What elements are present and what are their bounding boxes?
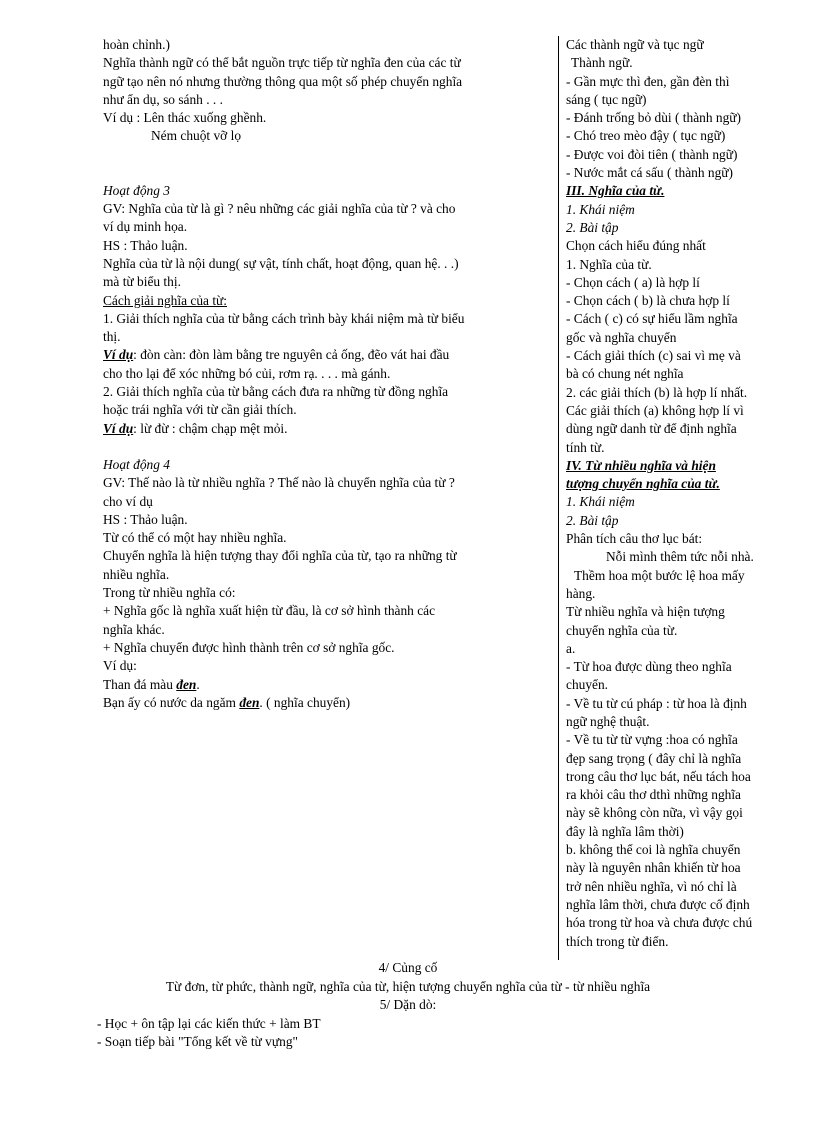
- text-line: 2. các giải thích (b) là hợp lí nhất.: [566, 384, 748, 400]
- text-line: chuyển.: [566, 677, 609, 693]
- text-line: 1. Giải thích nghĩa của từ bằng cách trình bày khái niệm mà từ biểu: [103, 310, 465, 326]
- highlight-word: đen: [239, 694, 260, 710]
- subheading: 1. Khái niệm: [566, 494, 635, 510]
- text-line: - Được voi đòi tiên ( thành ngữ): [566, 146, 738, 162]
- text-line: này sẽ không còn nữa, vì vậy gọi: [566, 805, 743, 821]
- right-column: [566, 36, 798, 951]
- text-line: trở nên nhiều nghĩa, vì nó chỉ là: [566, 878, 737, 894]
- text-line: chuyển nghĩa của từ.: [566, 622, 678, 638]
- consolidation-title: 4/ Củng cố: [378, 960, 438, 975]
- text-line: Nghĩa thành ngữ có thể bắt nguồn trực tiếp từ nghĩa đen của các từ: [103, 55, 461, 71]
- activity-4-heading: Hoạt động 4: [103, 456, 170, 472]
- text-line: GV: Nghĩa của từ là gì ? nêu những các giải nghĩa của từ ? và cho: [103, 201, 456, 217]
- text-line: Các giải thích (a) không hợp lí vì: [566, 402, 744, 418]
- text-line: ngữ tạo nên nó nhưng thường thông qua một số phép chuyển nghĩa: [103, 73, 463, 89]
- text-line: sáng ( tục ngữ): [566, 91, 647, 107]
- instruction-line: - Soạn tiếp bài "Tổng kết về từ vựng": [97, 1034, 298, 1049]
- text-line: ra khỏi câu thơ dthì những nghĩa: [566, 787, 741, 803]
- text-line: hàng.: [566, 585, 596, 601]
- text-line: Ném chuột vỡ lọ: [151, 128, 242, 144]
- text-line: bà có chung nét nghĩa: [566, 366, 684, 382]
- spacer: [103, 438, 551, 456]
- text-line: Trong từ nhiều nghĩa có:: [103, 585, 236, 601]
- text-line: trong câu thơ lục bát, nếu tách hoa: [566, 768, 751, 784]
- method-heading: Cách giải nghĩa của từ:: [103, 292, 228, 308]
- column-divider: [558, 36, 559, 960]
- text-line: mà từ biểu thị.: [103, 274, 181, 290]
- text-line: Ví dụ : Lên thác xuống ghềnh.: [103, 110, 267, 126]
- instructions-title: 5/ Dặn dò:: [379, 997, 437, 1012]
- text-line: - Gần mực thì đen, gần đèn thì: [566, 73, 730, 89]
- example-text: Bạn ấy có nước da ngăm: [103, 694, 240, 710]
- text-line: Ví dụ:: [103, 658, 137, 674]
- text-line: - Về tu từ từ vựng :hoa có nghĩa: [566, 732, 738, 748]
- left-column: [103, 36, 551, 712]
- text-line: Nghĩa của từ là nội dung( sự vật, tính chất, hoạt động, quan hệ. . .): [103, 255, 459, 271]
- example-text: .: [196, 676, 200, 692]
- example-text: : đòn càn: đòn làm bằng tre nguyên cả ống, đẽo vát hai đầu: [133, 347, 450, 363]
- text-line: thích trong từ điển.: [566, 933, 669, 949]
- example-line: [103, 420, 551, 438]
- text-line: gốc và nghĩa chuyển: [566, 329, 677, 345]
- text-line: - Chó treo mèo đậy ( tục ngữ): [566, 128, 726, 144]
- text-line: dùng ngữ danh từ để định nghĩa: [566, 421, 737, 437]
- text-line: Các thành ngữ và tục ngữ: [566, 37, 704, 52]
- text-line: hoặc trái nghĩa với từ cần giải thích.: [103, 402, 297, 418]
- example-line: [103, 676, 551, 694]
- text-line: hoàn chỉnh.): [103, 37, 170, 52]
- section-4-title-cont: tượng chuyển nghĩa của từ.: [566, 476, 720, 492]
- example-line: [103, 346, 551, 364]
- text-line: Thành ngữ.: [571, 55, 633, 71]
- example-text: . ( nghĩa chuyển): [259, 694, 351, 710]
- example-label: Ví dụ: [103, 420, 134, 436]
- text-line: + Nghĩa chuyển được hình thành trên cơ sở nghĩa gốc.: [103, 639, 395, 655]
- activity-3-heading: Hoạt động 3: [103, 182, 170, 198]
- text-line: đẹp sang trọng ( đây chỉ là nghĩa: [566, 750, 742, 766]
- text-line: - Cách ( c) có sự hiểu lầm nghĩa: [566, 311, 738, 327]
- text-line: Chọn cách hiểu đúng nhất: [566, 238, 706, 254]
- text-line: như ẩn dụ, so sánh . . .: [103, 91, 223, 107]
- text-line: hóa trong từ hoa và chưa được chú: [566, 915, 753, 931]
- text-line: thị.: [103, 329, 121, 345]
- text-line: nghĩa lâm thời, chưa được cố định: [566, 896, 750, 912]
- example-label: Ví dụ: [103, 347, 134, 363]
- text-line: a.: [566, 640, 576, 656]
- text-line: b. không thể coi là nghĩa chuyển: [566, 842, 741, 858]
- text-line: Từ có thể có một hay nhiều nghĩa.: [103, 530, 287, 546]
- text-line: này là nguyên nhân khiến từ hoa: [566, 860, 741, 876]
- instruction-line: - Học + ôn tập lại các kiến thức + làm BT: [97, 1016, 321, 1031]
- text-line: 1. Nghĩa của từ.: [566, 256, 652, 272]
- text-line: tính từ.: [566, 439, 605, 455]
- text-line: HS : Thảo luận.: [103, 511, 188, 527]
- text-line: - Về tu từ cú pháp : từ hoa là định: [566, 695, 747, 711]
- text-line: đây là nghĩa lâm thời): [566, 823, 684, 839]
- text-line: cho ví dụ: [103, 493, 153, 509]
- consolidation-text: Từ đơn, từ phức, thành ngữ, nghĩa của từ, hiện tượng chuyển nghĩa của từ - từ nhiều nghĩa: [165, 979, 651, 994]
- text-line: - Đánh trống bỏ dùi ( thành ngữ): [566, 110, 741, 126]
- subheading: 1. Khái niệm: [566, 201, 635, 217]
- text-line: cho tho lại để xóc những bó củi, rơm rạ. . . . mà gánh.: [103, 365, 391, 381]
- text-line: - Chọn cách ( a) là hợp lí: [566, 274, 700, 290]
- text-line: - Cách giải thích (c) sai vì mẹ và: [566, 348, 741, 364]
- section-4-title: IV. Từ nhiều nghĩa và hiện: [566, 457, 716, 473]
- text-line: ngữ nghệ thuật.: [566, 713, 650, 729]
- poem-line: Thềm hoa một bước lệ hoa mấy: [574, 567, 745, 583]
- example-line: [103, 694, 551, 712]
- highlight-word: đen: [176, 676, 197, 692]
- text-line: HS : Thảo luận.: [103, 237, 188, 253]
- text-line: + Nghĩa gốc là nghĩa xuất hiện từ đầu, là cơ sở hình thành các: [103, 603, 436, 619]
- text-line: 2. Giải thích nghĩa của từ bằng cách đưa ra những từ đồng nghĩa: [103, 384, 449, 400]
- text-line: - Chọn cách ( b) là chưa hợp lí: [566, 293, 730, 309]
- subheading: 2. Bài tập: [566, 512, 619, 528]
- example-text: : lừ đừ : chậm chạp mệt mỏi.: [133, 420, 288, 436]
- text-line: - Nước mắt cá sấu ( thành ngữ): [566, 165, 733, 181]
- spacer: [103, 146, 551, 182]
- text-line: GV: Thế nào là từ nhiều nghĩa ? Thế nào là chuyển nghĩa của từ ?: [103, 475, 455, 491]
- subheading: 2. Bài tập: [566, 219, 619, 235]
- section-3-title: III. Nghĩa của từ.: [566, 183, 665, 199]
- text-line: ví dụ minh họa.: [103, 219, 188, 235]
- text-line: nhiều nghĩa.: [103, 566, 170, 582]
- example-text: Than đá màu: [103, 676, 177, 692]
- text-line: Từ nhiều nghĩa và hiện tượng: [566, 604, 725, 620]
- text-line: - Từ hoa được dùng theo nghĩa: [566, 659, 732, 675]
- text-line: nghĩa khác.: [103, 621, 165, 637]
- poem-line: Nỗi mình thêm tức nỗi nhà.: [606, 549, 754, 565]
- text-line: Phân tích câu thơ lục bát:: [566, 531, 703, 547]
- text-line: Chuyển nghĩa là hiện tượng thay đổi nghĩa của từ, tạo ra những từ: [103, 548, 457, 564]
